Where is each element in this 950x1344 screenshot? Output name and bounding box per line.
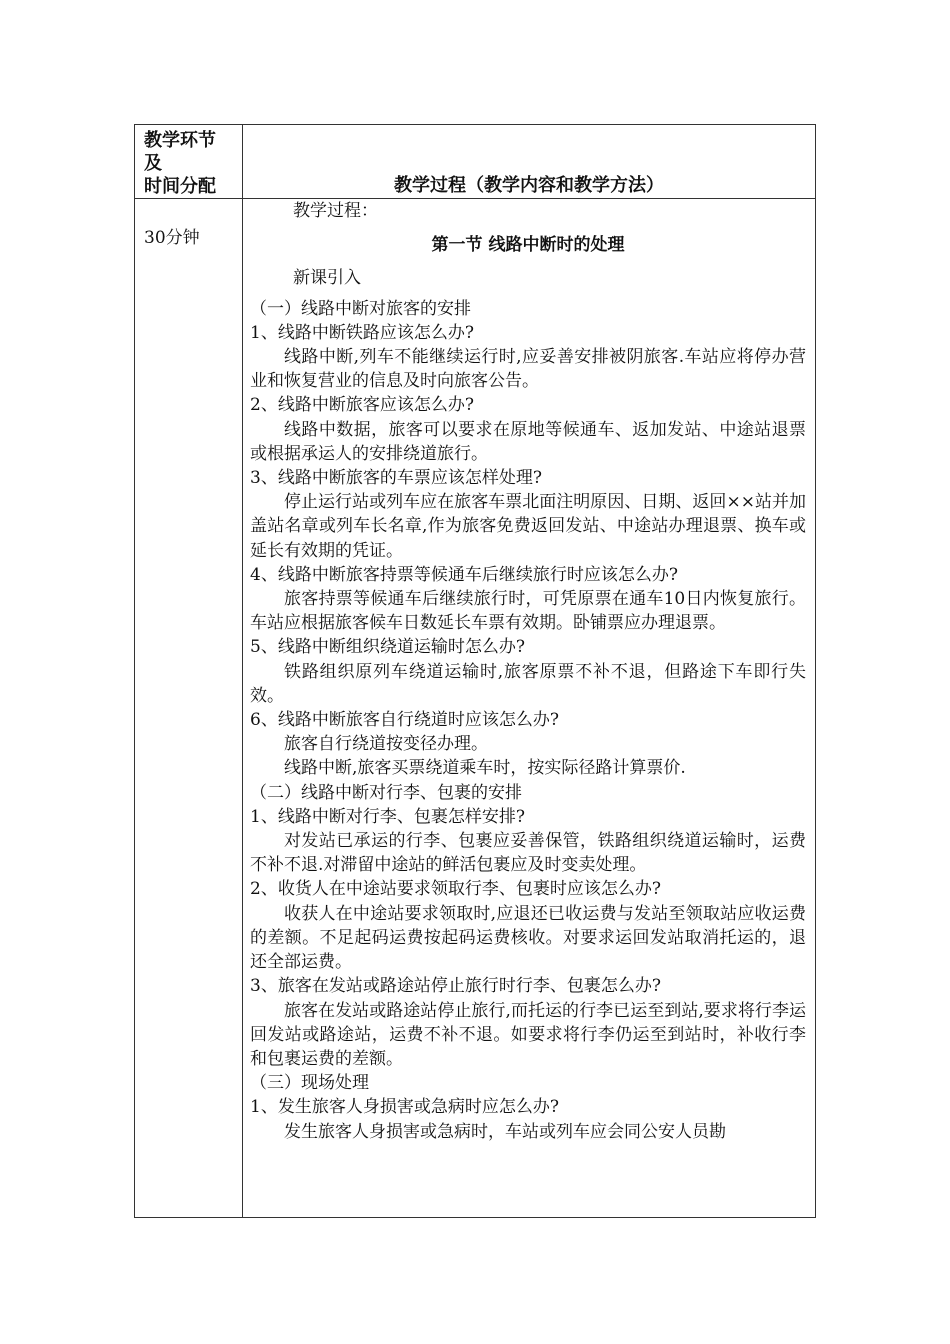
header-process-title: 教学过程（教学内容和教学方法） [394,175,664,196]
answer-1-4: 旅客持票等候通车后继续旅行时，可凭原票在通车10日内恢复旅行。车站应根据旅客候车日数延长车票有效期。卧铺票应办理退票。 [250,589,806,634]
answer-1-3: 停止运行站或列车应在旅客车票北面注明原因、日期、返回××站并加盖站名章或列车长名章,作为旅客免费返回发站、中途站办理退票、换车或延长有效期的凭证。 [250,492,806,561]
question-3-1: 1、发生旅客人身损害或急病时应怎么办? [250,1097,559,1118]
question-2-2: 2、收货人在中途站要求领取行李、包裹时应该怎么办? [250,879,661,900]
lead-in: 新课引入 [293,268,361,289]
question-1-4: 4、线路中断旅客持票等候通车后继续旅行时应该怎么办? [250,564,678,585]
answer-3-1: 发生旅客人身损害或急病时，车站或列车应会同公安人员勘 [284,1121,726,1142]
question-1-6: 6、线路中断旅客自行绕道时应该怎么办? [250,710,559,731]
header-process-cell [243,125,816,199]
heading-part-3: （三）现场处理 [250,1073,369,1094]
question-2-3: 3、旅客在发站或路途站停止旅行时行李、包裹怎么办? [250,976,661,997]
answer-1-1: 线路中断,列车不能继续运行时,应妥善安排被阴旅客.车站应将停办营业和恢复营业的信息及时向旅客公告。 [250,347,806,392]
header-left-line-2: 及 [144,153,162,174]
intro-label: 教学过程： [293,201,378,221]
time-cell [135,199,243,1218]
time-allocation: 30分钟 [144,228,200,248]
question-1-5: 5、线路中断组织绕道运输时怎么办? [250,637,525,658]
answer-2-2: 收获人在中途站要求领取时,应退还已收运费与发站至领取站应收运费的差额。不足起码运费按起码运费核收。对要求运回发站取消托运的，退还全部运费。 [250,903,806,973]
question-1-2: 2、线路中断旅客应该怎么办? [250,395,474,416]
answer-2-3: 旅客在发站或路途站停止旅行,而托运的行李已运至到站,要求将行李运回发站或路途站，运费不补不退。如要求将行李仍运至到站时，补收行李和包裹运费的差额。 [250,1000,806,1069]
answer-1-6b: 线路中断,旅客买票绕道乘车时，按实际径路计算票价. [284,758,686,779]
question-1-3: 3、线路中断旅客的车票应该怎样处理? [250,468,542,489]
header-left-line-1: 教学环节 [144,130,216,151]
content-cell [243,199,816,1218]
header-stage-time-cell [135,125,243,199]
content-row [135,199,816,1218]
answer-1-2: 线路中数据，旅客可以要求在原地等候通车、返加发站、中途站退票或根据承运人的安排绕道旅行。 [250,419,806,464]
header-row [135,125,816,199]
question-1-1: 1、线路中断铁路应该怎么办? [250,322,474,343]
question-2-1: 1、线路中断对行李、包裹怎样安排? [250,806,525,827]
heading-part-2: （二）线路中断对行李、包裹的安排 [250,782,522,803]
header-left-line-3: 时间分配 [144,176,216,197]
section-title: 第一节 线路中断时的处理 [431,235,625,256]
answer-1-5: 铁路组织原列车绕道运输时,旅客原票不补不退，但路途下车即行失效。 [250,661,806,706]
answer-1-6a: 旅客自行绕道按变径办理。 [284,734,488,755]
lesson-table [134,124,816,1218]
answer-2-1: 对发站已承运的行李、包裹应妥善保管，铁路组织绕道运输时，运费不补不退.对滞留中途站的鲜活包裹应及时变卖处理。 [250,831,806,876]
heading-part-1: （一）线路中断对旅客的安排 [250,298,471,319]
